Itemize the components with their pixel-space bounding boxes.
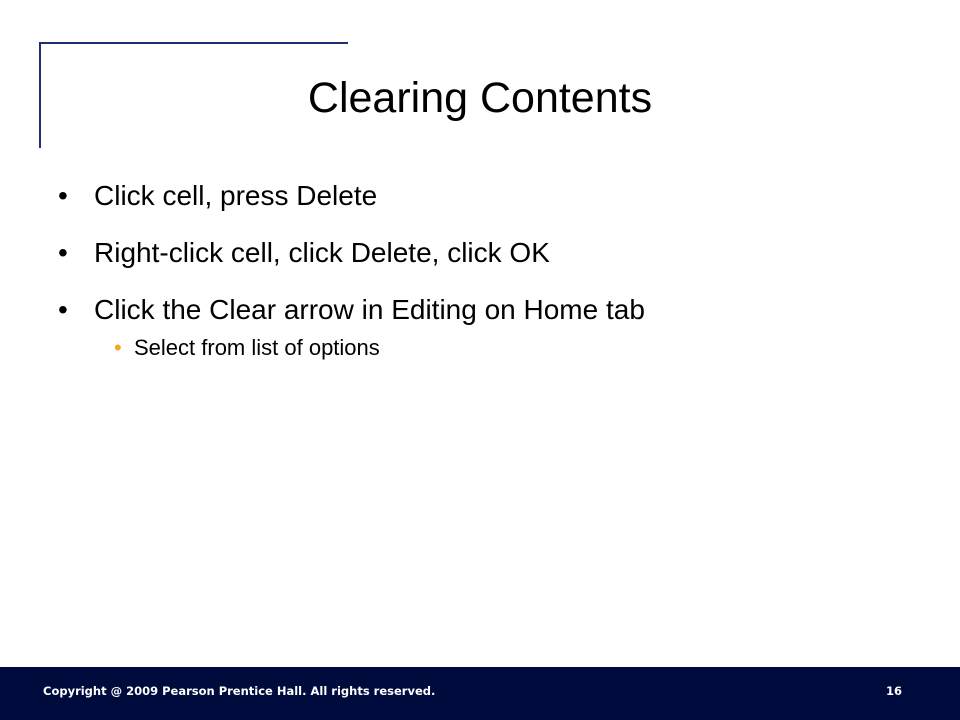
sub-bullet-dot-icon: • (114, 335, 122, 360)
bullet-item (58, 233, 938, 273)
bullet-text: Right-click cell, click Delete, click OK (94, 237, 550, 268)
bullet-item (58, 176, 938, 216)
footer-bar (0, 667, 960, 720)
sub-bullet-text: Select from list of options (134, 335, 380, 360)
copyright-text: Copyright @ 2009 Pearson Prentice Hall. All rights reserved. (43, 684, 436, 698)
slide-title: Clearing Contents (307, 74, 653, 122)
bullet-text: Click the Clear arrow in Editing on Home tab (94, 294, 645, 325)
bullet-dot-icon: • (58, 237, 68, 268)
bullet-dot-icon: • (58, 294, 68, 325)
bullet-list (58, 176, 938, 363)
bullet-item (58, 290, 938, 330)
page-number: 16 (885, 684, 902, 698)
bullet-text: Click cell, press Delete (94, 180, 378, 211)
corner-decoration-top (40, 42, 348, 44)
sub-bullet-item (58, 333, 938, 363)
bullet-dot-icon: • (58, 180, 68, 211)
